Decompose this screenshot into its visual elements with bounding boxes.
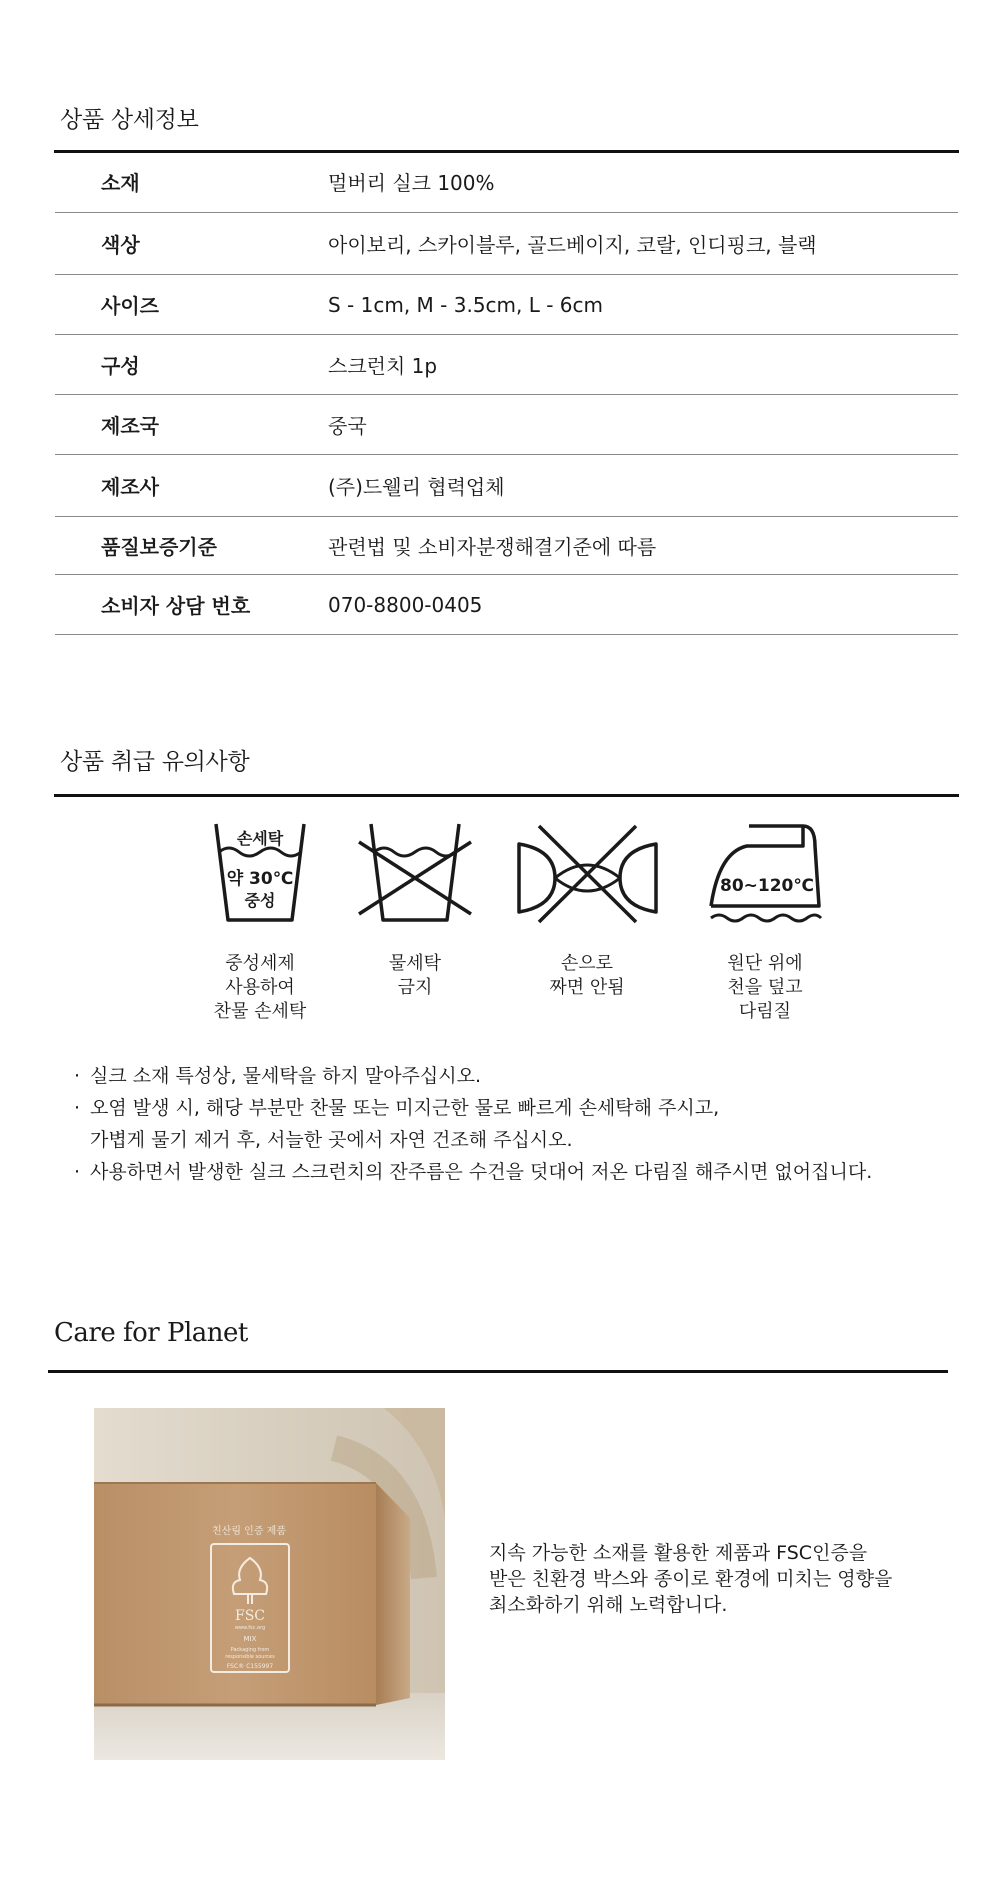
detail-table (55, 151, 958, 635)
fsc-license-text: FSC® C155997 (226, 1663, 274, 1670)
row-label: 제조국 (101, 414, 159, 438)
planet-section-title: Care for Planet (54, 1318, 248, 1348)
no-wring-icon (515, 818, 660, 928)
fsc-mix-text: MIX (243, 1635, 257, 1643)
hand-wash-top-text: 손세탁 (236, 829, 284, 848)
planet-text-line: 받은 친환경 박스와 종이로 환경에 미치는 영향을 (489, 1568, 893, 1590)
planet-title-rule (48, 1370, 948, 1373)
note-item (74, 1156, 872, 1188)
row-value: 관련법 및 소비자분쟁해결기준에 따름 (328, 535, 657, 559)
row-value: 중국 (328, 414, 367, 438)
planet-description (489, 1540, 892, 1618)
care-icons-row (0, 818, 1000, 1038)
note-line: 오염 발생 시, 해당 부분만 찬물 또는 미지근한 물로 빠르게 손세탁해 주시고, (90, 1097, 720, 1119)
hand-wash-neutral-text: 중성 (244, 891, 276, 910)
care-caption: 원단 위에 천을 덮고 다림질 (727, 953, 803, 1022)
fsc-url-text: www.fsc.org (234, 1625, 266, 1631)
care-caption: 중성세제 사용하여 찬물 손세탁 (213, 953, 307, 1022)
hand-wash-icon (210, 818, 310, 928)
note-item (74, 1092, 872, 1156)
row-value: 아이보리, 스카이블루, 골드베이지, 코랄, 인디핑크, 블랙 (328, 233, 817, 257)
care-item-hand-wash (195, 818, 325, 1024)
note-item (74, 1060, 872, 1092)
row-label: 품질보증기준 (101, 535, 217, 559)
iron-with-cloth-icon (705, 818, 825, 928)
fsc-logo-text: FSC (234, 1608, 266, 1624)
planet-text-line: 최소화하기 위해 노력합니다. (489, 1594, 728, 1616)
row-value: 멀버리 실크 100% (328, 171, 495, 195)
row-value: 스크런치 1p (328, 354, 438, 378)
note-bullet: · (74, 1065, 81, 1087)
row-label: 사이즈 (101, 294, 159, 318)
row-label: 소비자 상담 번호 (101, 594, 251, 618)
fsc-source-text: Packaging from (230, 1647, 270, 1653)
fsc-source-text: responsible sources (225, 1654, 275, 1660)
fsc-box-photo (94, 1408, 445, 1760)
table-row-composition (55, 335, 958, 395)
iron-temp-text: 80~120℃ (720, 876, 814, 896)
table-row-size (55, 275, 958, 335)
row-label: 색상 (101, 233, 140, 257)
table-row-color (55, 213, 958, 275)
table-row-manufacturer (55, 455, 958, 517)
care-caption: 손으로 짜면 안됨 (549, 953, 625, 998)
note-bullet: · (74, 1161, 81, 1183)
table-row-contact (55, 575, 958, 635)
row-value: (주)드웰리 협력업체 (328, 475, 505, 499)
row-label: 제조사 (101, 475, 159, 499)
note-line: 가볍게 물기 제거 후, 서늘한 곳에서 자연 건조해 주십시오. (90, 1129, 573, 1151)
row-label: 구성 (101, 354, 140, 378)
care-section-title: 상품 취급 유의사항 (60, 749, 250, 775)
fsc-box-image (94, 1408, 445, 1760)
box-label-text: 친산림 인증 제품 (212, 1526, 286, 1537)
planet-text-line: 지속 가능한 소재를 활용한 제품과 FSC인증을 (489, 1542, 868, 1564)
detail-section-title: 상품 상세정보 (60, 107, 199, 133)
care-notes (74, 1060, 872, 1188)
note-line: 사용하면서 발생한 실크 스크런치의 잔주름은 수건을 덧대어 저온 다림질 해주시면 없어집니다. (90, 1161, 873, 1183)
note-bullet: · (74, 1097, 81, 1119)
table-row-origin (55, 395, 958, 455)
care-item-no-wring (512, 818, 662, 1000)
table-row-quality (55, 517, 958, 575)
note-line: 실크 소재 특성상, 물세탁을 하지 말아주십시오. (90, 1065, 482, 1087)
table-row-material (55, 151, 958, 213)
care-title-rule (54, 794, 959, 797)
care-item-iron (700, 818, 830, 1024)
no-water-wash-icon (355, 818, 475, 928)
care-item-no-wash (350, 818, 480, 1000)
row-label: 소재 (101, 171, 140, 195)
hand-wash-temp-text: 약 30℃ (226, 869, 294, 889)
row-value: 070-8800-0405 (328, 592, 483, 617)
care-caption: 물세탁 금지 (388, 953, 442, 998)
row-value: S - 1cm, M - 3.5cm, L - 6cm (328, 292, 604, 317)
